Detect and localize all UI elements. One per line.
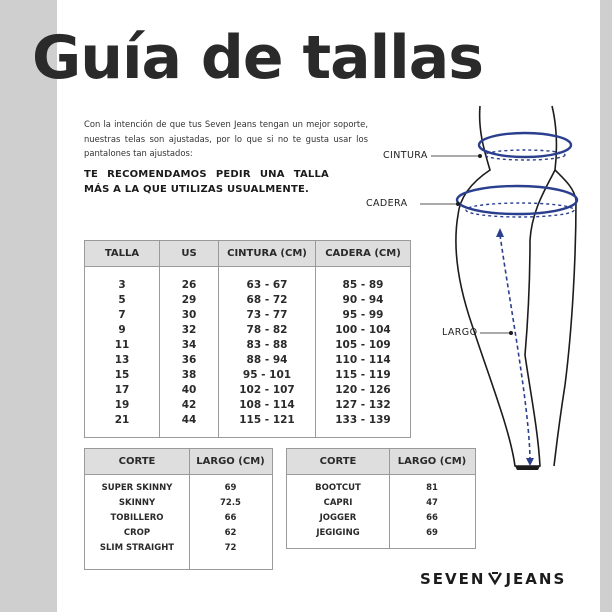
cadera-cell: 100 - 104 — [335, 324, 391, 336]
cadera-leader-dot-icon — [456, 202, 460, 206]
largo-cell: 81 — [426, 483, 438, 493]
talla-cell: 13 — [114, 354, 130, 366]
corte-cell: SUPER SKINNY — [101, 483, 173, 493]
recommendation-text: TE RECOMENDAMOS PEDIR UNA TALLA MÁS A LA QUE UTILIZAS USUALMENTE. — [84, 169, 329, 195]
front-leg-outline — [554, 200, 576, 466]
brand-logo — [420, 568, 580, 590]
corte-table-1-rows — [85, 481, 272, 556]
cintura-leader-dot-icon — [478, 154, 482, 158]
talla-values — [85, 278, 159, 428]
us-values — [160, 278, 218, 428]
us-cell: 42 — [181, 399, 197, 411]
largo-arrow-down-icon — [526, 458, 534, 466]
largo-cell: 66 — [224, 513, 237, 523]
table-row — [85, 511, 272, 526]
talla-cell: 21 — [114, 414, 130, 426]
talla-cell: 11 — [114, 339, 130, 351]
cintura-column — [218, 241, 315, 437]
talla-cell: 5 — [118, 294, 126, 306]
largo-cell: 62 — [224, 528, 237, 538]
cadera-cell: 115 - 119 — [335, 369, 391, 381]
talla-cell: 19 — [114, 399, 130, 411]
largo-header: LARGO (CM) — [189, 449, 272, 475]
largo-cell: 72.5 — [220, 498, 241, 508]
largo-cell: 47 — [426, 498, 438, 508]
cintura-cell: 88 - 94 — [246, 354, 288, 366]
cadera-cell: 95 - 99 — [342, 309, 384, 321]
us-cell: 30 — [181, 309, 197, 321]
cadera-cell: 120 - 126 — [335, 384, 391, 396]
cadera-cell: 133 - 139 — [335, 414, 391, 426]
largo-cell: 72 — [224, 543, 237, 553]
cintura-cell: 73 - 77 — [246, 309, 288, 321]
largo-cell: 66 — [426, 513, 438, 523]
largo-cell: 69 — [426, 528, 438, 538]
size-table — [84, 240, 411, 438]
table-row — [85, 541, 272, 556]
table-row — [287, 526, 475, 541]
right-gray-band — [600, 0, 612, 612]
table-row — [85, 496, 272, 511]
us-column — [159, 241, 218, 437]
table-row — [85, 526, 272, 541]
cintura-cell: 78 - 82 — [246, 324, 288, 336]
corte-cell: SLIM STRAIGHT — [99, 543, 175, 553]
corte-table-1 — [84, 448, 273, 570]
cadera-cell: 127 - 132 — [335, 399, 391, 411]
cintura-cell: 95 - 101 — [242, 369, 292, 381]
cintura-cell: 108 - 114 — [239, 399, 295, 411]
seven-jeans-logo-icon — [488, 569, 502, 591]
table-row — [287, 511, 475, 526]
talla-cell: 7 — [118, 309, 126, 321]
largo-arrow-up-icon — [496, 228, 504, 237]
foot-shape — [515, 466, 540, 470]
corte-table-2-rows — [287, 481, 475, 541]
talla-column — [85, 241, 159, 437]
us-cell: 32 — [181, 324, 197, 336]
largo-label: LARGO — [442, 327, 478, 338]
cadera-cell: 85 - 89 — [342, 279, 384, 291]
talla-cell: 9 — [118, 324, 126, 336]
cintura-cell: 63 - 67 — [246, 279, 288, 291]
table-row — [85, 481, 272, 496]
cadera-cell: 105 - 109 — [335, 339, 391, 351]
cadera-header: CADERA (CM) — [325, 248, 401, 259]
us-cell: 26 — [181, 279, 197, 291]
us-cell: 38 — [181, 369, 197, 381]
talla-cell: 3 — [118, 279, 126, 291]
us-cell: 34 — [181, 339, 197, 351]
corte-cell: JEGIGING — [316, 528, 360, 538]
us-cell: 40 — [181, 384, 197, 396]
cintura-cell: 68 - 72 — [246, 294, 288, 306]
corte-cell: CROP — [123, 528, 151, 538]
cintura-cell: 115 - 121 — [239, 414, 295, 426]
cintura-header: CINTURA (CM) — [227, 248, 307, 259]
largo-header: LARGO (CM) — [389, 449, 475, 475]
cintura-values — [219, 278, 315, 428]
corte-header: CORTE — [287, 449, 389, 475]
corte-cell: SKINNY — [118, 498, 156, 508]
intro-text: Con la intención de que tus Seven Jeans tengan un mejor soporte, nuestras telas son ajustadas, por lo que si no te gusta usar los pantalones tan ajustados: — [84, 119, 368, 158]
us-cell: 36 — [181, 354, 197, 366]
logo-text-right: JEANS — [505, 570, 567, 588]
largo-cell: 69 — [224, 483, 237, 493]
cintura-cell: 102 - 107 — [239, 384, 295, 396]
cadera-cell: 110 - 114 — [335, 354, 391, 366]
cadera-label: CADERA — [366, 198, 408, 209]
cadera-cell: 90 - 94 — [342, 294, 384, 306]
corte-cell: TOBILLERO — [110, 513, 164, 523]
corte-cell: CAPRI — [323, 498, 353, 508]
corte-cell: JOGGER — [319, 513, 357, 523]
talla-cell: 15 — [114, 369, 130, 381]
us-cell: 29 — [181, 294, 197, 306]
largo-leader-dot-icon — [509, 331, 513, 335]
measurement-figure — [366, 100, 590, 480]
corte-header: CORTE — [85, 449, 189, 475]
talla-header: TALLA — [104, 248, 140, 259]
table-row — [287, 496, 475, 511]
us-cell: 44 — [181, 414, 197, 426]
corte-cell: BOOTCUT — [315, 483, 361, 493]
us-header: US — [181, 248, 197, 259]
cintura-label: CINTURA — [383, 150, 428, 161]
hip-measure-line — [457, 186, 577, 214]
logo-text-left: SEVEN — [420, 570, 486, 588]
talla-cell: 17 — [114, 384, 130, 396]
cintura-cell: 83 - 88 — [246, 339, 288, 351]
table-row — [287, 481, 475, 496]
page-title: Guía de tallas — [32, 23, 483, 93]
